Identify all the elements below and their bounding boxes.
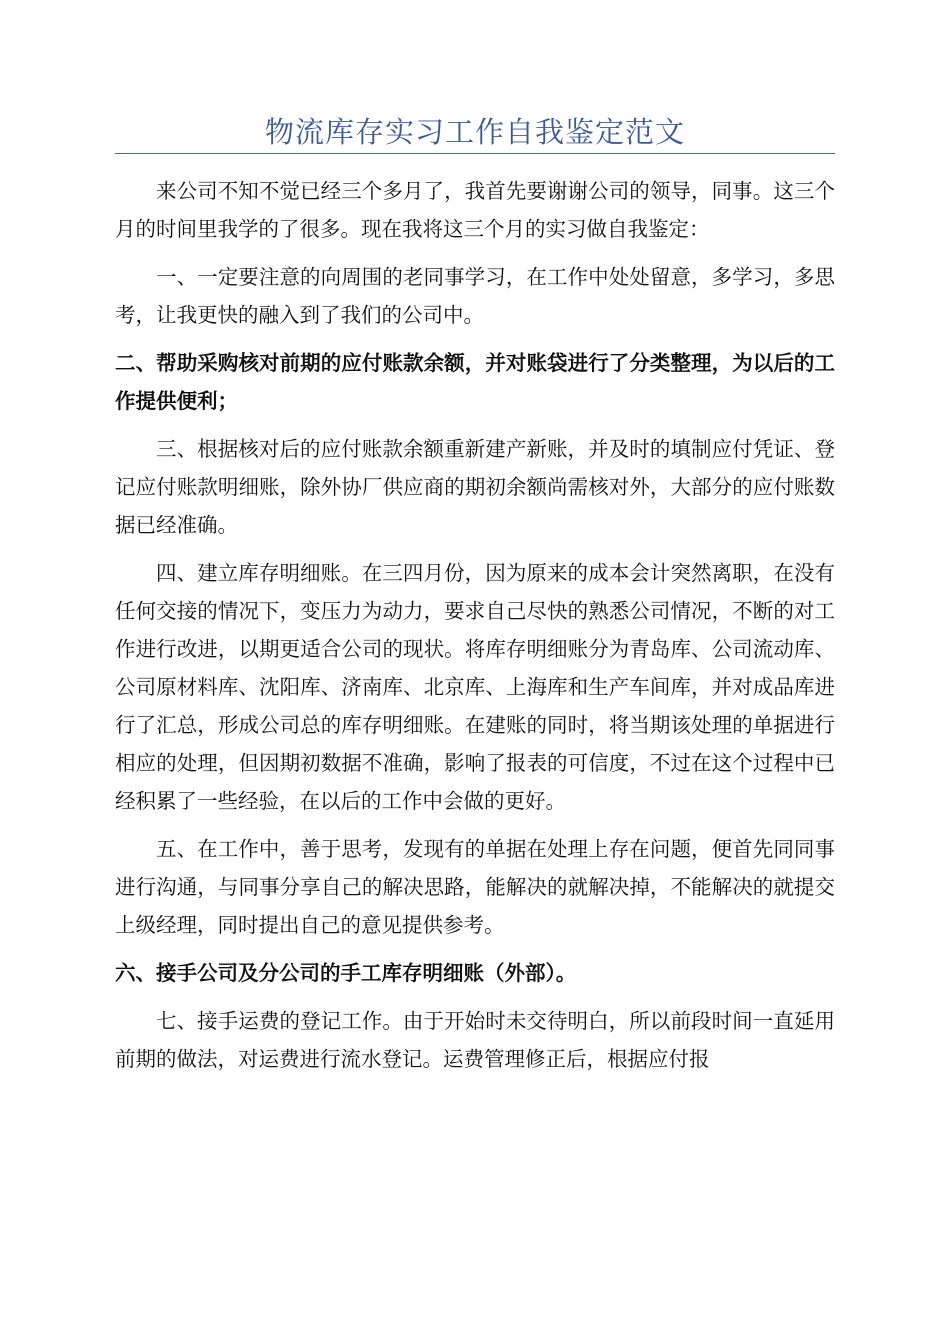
paragraph-intro: 来公司不知不觉已经三个多月了，我首先要谢谢公司的领导，同事。这三个月的时间里我学的了很多。现在我将这三个月的实习做自我鉴定： bbox=[115, 179, 835, 241]
paragraph-item-7: 七、接手运费的登记工作。由于开始时未交待明白，所以前段时间一直延用前期的做法，对运费进行流水登记。运费管理修正后，根据应付报 bbox=[115, 1009, 835, 1071]
title-underline bbox=[115, 153, 835, 154]
paragraph-item-4: 四、建立库存明细账。在三四月份，因为原来的成本会计突然离职，在没有任何交接的情况下，变压力为动力，要求自己尽快的熟悉公司情况，不断的对工作进行改进，以期更适合公司的现状。将库存明细账分为青岛库、公司流动库、公司原材料库、沈阳库、济南库、北京库、上海库和生产车间库，并对成品库进行了汇总，形成公司总的库存明细账。在建账的同时，将当期该处理的单据进行相应的处理，但因期初数据不准确，影响了报表的可信度，不过在这个过程中已经积累了一些经验，在以后的工作中会做的更好。 bbox=[115, 561, 835, 813]
paragraph-item-6: 六、接手公司及分公司的手工库存明细账（外部）。 bbox=[115, 961, 577, 985]
paragraph-item-3: 三、根据核对后的应付账款余额重新建产新账，并及时的填制应付凭证、登记应付账款明细账，除外协厂供应商的期初余额尚需核对外，大部分的应付账数据已经准确。 bbox=[115, 437, 835, 537]
paragraph-item-1: 一、一定要注意的向周围的老同事学习，在工作中处处留意，多学习，多思考，让我更快的融入到了我们的公司中。 bbox=[115, 265, 835, 327]
paragraph-item-2: 二、帮助采购核对前期的应付账款余额，并对账袋进行了分类整理，为以后的工作提供便利； bbox=[115, 351, 835, 413]
document-body bbox=[115, 172, 835, 1078]
document-title: 物流库存实习工作自我鉴定范文 bbox=[264, 115, 685, 149]
paragraph-item-5: 五、在工作中，善于思考，发现有的单据在处理上存在问题，便首先同同事进行沟通，与同事分享自己的解决思路，能解决的就解决掉，不能解决的就提交上级经理，同时提出自己的意见提供参考。 bbox=[115, 837, 835, 937]
